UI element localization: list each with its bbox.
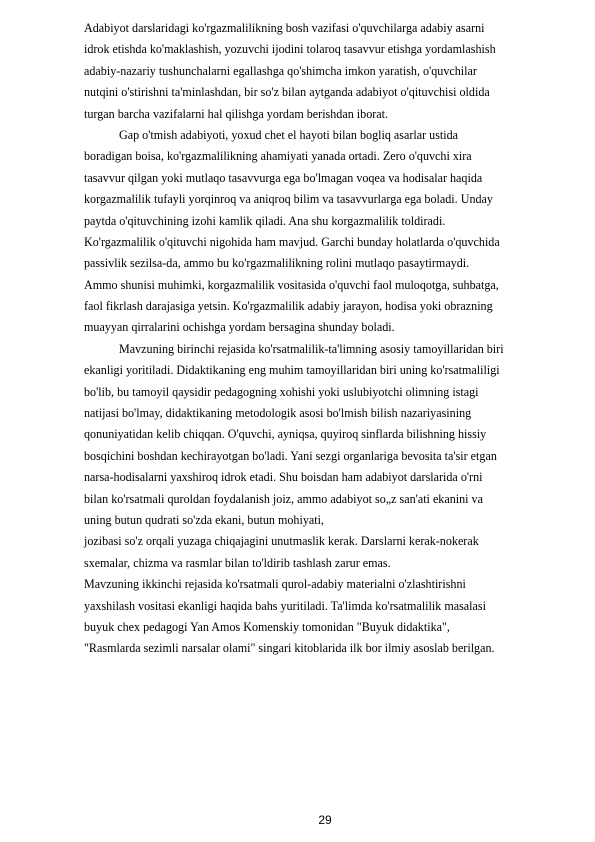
text-line: idrok etishda ko'maklashish, yozuvchi ijodini tolaroq tasavvur etishga yordamlashish (84, 42, 496, 57)
text-line: uning butun qudrati so'zda ekani, butun mohiyati, (84, 512, 324, 527)
body-text (84, 18, 594, 660)
text-line: bo'lib, bu tamoyil qaysidir pedagogning xohishi yoki uslubiyotchi olimning istagi (84, 384, 479, 399)
text-line: korgazmalilik tufayli yorqinroq va aniqroq bilim va tasavvurlarga ega boladi. Unday (84, 192, 493, 207)
text-line: yaxshilash vositasi ekanligi haqida bahs yuritiladi. Ta'limda ko'rsatmalilik masalasi (84, 598, 486, 613)
text-line: Ko'rgazmalilik o'qituvchi nigohida ham mavjud. Garchi bunday holatlarda o'quvchida (84, 234, 500, 249)
text-line: narsa-hodisalarni yaxshiroq idrok etadi. Shu boisdan ham adabiyot darslarida o'rni (84, 470, 483, 485)
text-line: "Rasmlarda sezimli narsalar olami" singari kitoblarida ilk bor ilmiy asoslab berilgan. (84, 641, 495, 656)
text-line: jozibasi so'z orqali yuzaga chiqajagini unutmaslik kerak. Darslarni kerak-nokerak (84, 534, 479, 549)
text-line: natijasi bo'lmay, didaktikaning metodologik asosi bo'lmish bilish nazariyasining (84, 406, 472, 421)
text-line: buyuk chex pedagogi Yan Amos Komenskiy tomonidan "Buyuk didaktika", (84, 619, 450, 634)
text-line: turgan barcha vazifalarni hal qilishga yordam berishdan iborat. (84, 106, 389, 121)
text-line: paytda o'qituvchining izohi kamlik qiladi. Ana shu korgazmalilik toldiradi. (84, 213, 446, 228)
text-line: Gap o'tmish adabiyoti, yoxud chet el hayoti bilan bogliq asarlar ustida (119, 127, 459, 142)
text-line: muayyan qirralarini ochishga yordam bersagina shunday boladi. (84, 320, 395, 335)
text-line: boradigan boisa, ko'rgazmalilikning ahamiyati yanada ortadi. Zero o'quvchi xira (84, 149, 472, 164)
text-line: ekanligi yoritiladi. Didaktikaning eng muhim tamoyillaridan biri uning ko'rsatmaliligi (84, 363, 500, 378)
text-line: bilan ko'rsatmali quroldan foydalanish joiz, ammo adabiyot so„z san'ati ekanini va (84, 491, 483, 506)
page-number: 29 (318, 813, 332, 827)
text-line: Mavzuning ikkinchi rejasida ko'rsatmali qurol-adabiy materialni o'zlashtirishni (84, 577, 466, 592)
text-line: nutqini o'stirishni ta'minlashdan, bir so'z bilan aytganda adabiyot o'qituvchisi oldida (84, 85, 490, 100)
text-line: passivlik sezilsa-da, ammo bu ko'rgazmalilikning rolini mutlaqo pasaytirmaydi. (84, 256, 470, 271)
text-line: tasavvur qilgan yoki mutlaqo tasavvurga ega bo'lmagan voqea va hodisalar haqida (84, 170, 483, 185)
text-line: adabiy-nazariy tushunchalarni egallashga qo'shimcha imkon yaratish, o'quvchilar (84, 63, 477, 78)
text-line: bosqichini boshdan kechirayotgan bo'ladi. Yani sezgi organlariga bevosita ta'sir etgan (84, 448, 497, 463)
text-line: faol fikrlash darajasiga yetsin. Ko'rgazmalilik adabiy jarayon, hodisa yoki obrazning (84, 299, 493, 314)
text-line: Ammo shunisi muhimki, korgazmalilik vositasida o'quvchi faol muloqotga, suhbatga, (84, 277, 499, 292)
text-line: Mavzuning birinchi rejasida ko'rsatmalilik-ta'limning asosiy tamoyillaridan biri (119, 341, 504, 356)
text-line: sxemalar, chizma va rasmlar bilan to'ldirib tashlash zarur emas. (84, 555, 391, 570)
text-line: Adabiyot darslaridagi ko'rgazmalilikning bosh vazifasi o'quvchilarga adabiy asarni (84, 21, 485, 35)
text-line: qonuniyatidan kelib chiqqan. O'quvchi, ayniqsa, quyiroq sinflarda bilishning hissiy (84, 427, 487, 442)
